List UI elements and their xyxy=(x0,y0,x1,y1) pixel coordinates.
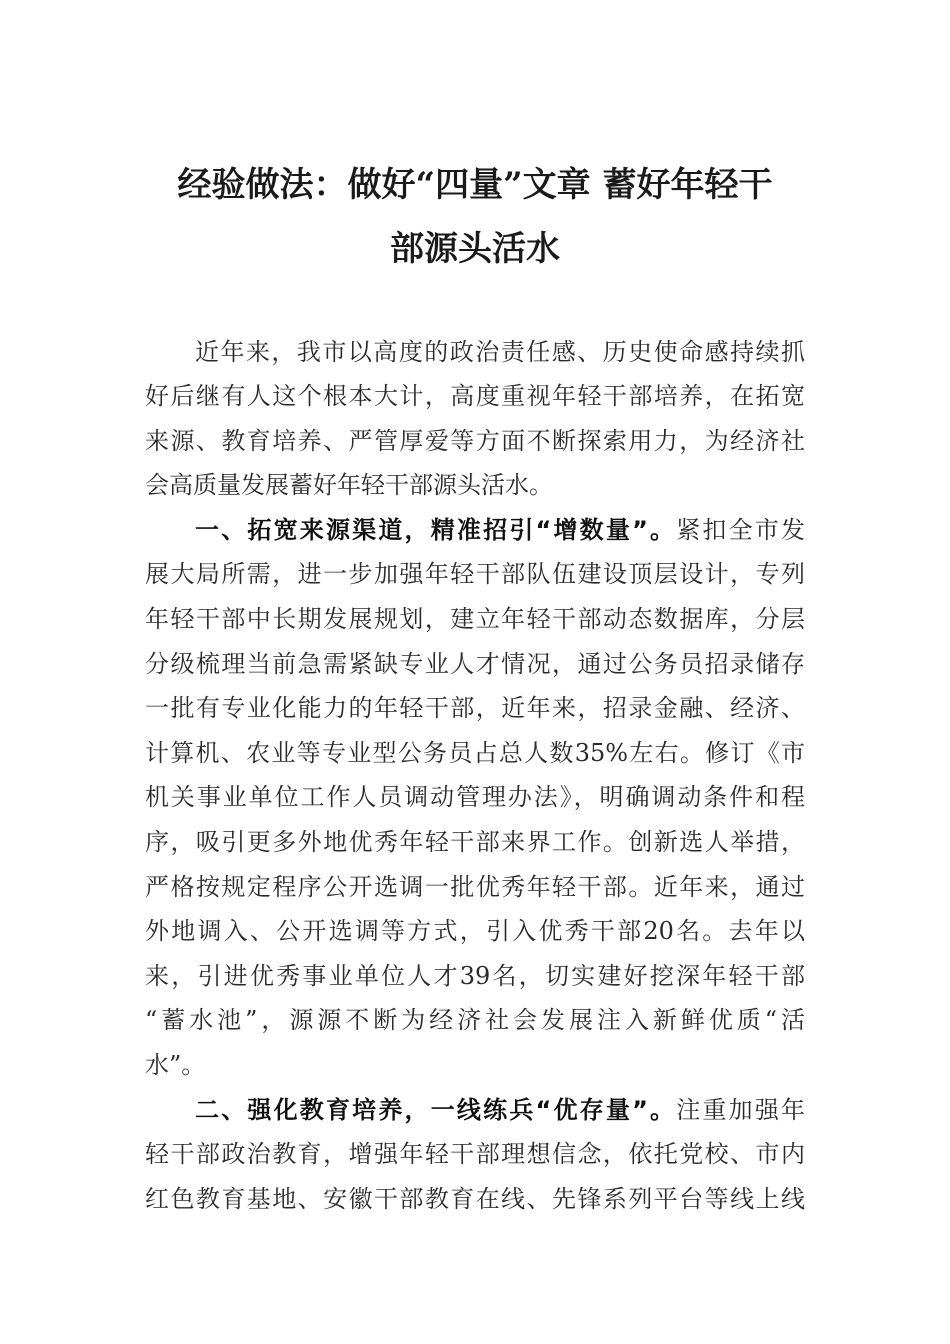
section-1-line: “蓄水池”，源源不断为经济社会发展注入新鲜优质“活 xyxy=(145,1006,805,1034)
section-1-line: 来，引进优秀事业单位人才39名，切实建好挖深年轻干部 xyxy=(145,962,805,990)
section-2-first-line xyxy=(195,1098,805,1122)
section-1-first-line-text: 紧扣全市发 xyxy=(676,516,806,544)
document-title-line-1: 经验做法：做好“四量”文章 蓄好年轻干 xyxy=(177,165,773,205)
section-1-heading: 一、拓宽来源渠道，精准招引“增数量”。 xyxy=(195,516,677,544)
document-title-line-2: 部源头活水 xyxy=(390,229,560,269)
section-2-heading: 二、强化教育培养，一线练兵“优存量”。 xyxy=(195,1096,677,1124)
section-1-line: 一批有专业化能力的年轻干部，近年来，招录金融、经济、 xyxy=(145,694,805,722)
section-1-line: 展大局所需，进一步加强年轻干部队伍建设顶层设计，专列 xyxy=(145,560,805,588)
section-1-line: 计算机、农业等专业型公务员占总人数35%左右。修订《市 xyxy=(145,739,805,767)
intro-line: 会高质量发展蓄好年轻干部源头活水。 xyxy=(145,471,553,499)
intro-line: 近年来，我市以高度的政治责任感、历史使命感持续抓 xyxy=(195,338,805,366)
section-1-line: 机关事业单位工作人员调动管理办法》，明确调动条件和程 xyxy=(145,783,805,811)
section-1-first-line xyxy=(195,518,805,542)
section-2-line: 红色教育基地、安徽干部教育在线、先锋系列平台等线上线 xyxy=(145,1185,805,1213)
section-1-line: 外地调入、公开选调等方式，引入优秀干部20名。去年以 xyxy=(145,917,805,945)
intro-line: 好后继有人这个根本大计，高度重视年轻干部培养，在拓宽 xyxy=(145,382,805,410)
section-1-line: 水”。 xyxy=(145,1051,206,1079)
section-1-line: 严格按规定程序公开选调一批优秀年轻干部。近年来，通过 xyxy=(145,873,805,901)
section-1-line: 分级梳理当前急需紧缺专业人才情况，通过公务员招录储存 xyxy=(145,650,805,678)
section-2-line: 轻干部政治教育，增强年轻干部理想信念，依托党校、市内 xyxy=(145,1140,805,1168)
section-2-first-line-text: 注重加强年 xyxy=(676,1096,806,1124)
intro-line: 来源、教育培养、严管厚爱等方面不断探索用力，为经济社 xyxy=(145,427,805,455)
section-1-line: 序，吸引更多外地优秀年轻干部来界工作。创新选人举措， xyxy=(145,828,805,856)
section-1-line: 年轻干部中长期发展规划，建立年轻干部动态数据库，分层 xyxy=(145,605,805,633)
